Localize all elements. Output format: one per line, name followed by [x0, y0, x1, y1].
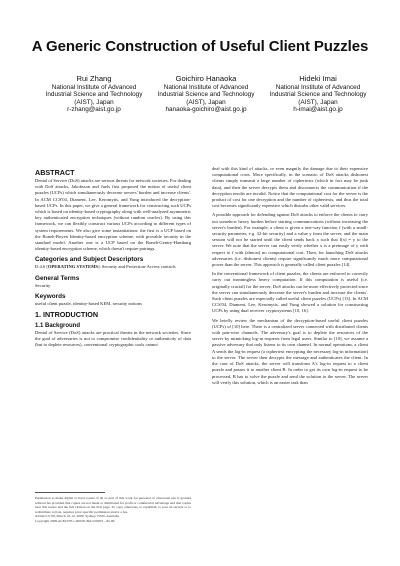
author-3 [264, 74, 372, 114]
author-name: Goichiro Hanaoka [175, 74, 237, 83]
footnote-rule [35, 492, 105, 493]
body-paragraph: We briefly review the mechanism of the decryption-based useful client puzzles (UCPs) of [10] here. There is a centralized server connected with distributed clients with pair-wise channels. The adversary's goal is to deplete the resources of the server by mimicking log-in requests from legal users. Similar to [10], we assume a passive adversary that only listens to its own channel. In normal operations, a client A sends the log-in request (a ciphertext encrypting the necessary log-in information) to the server. The server then decrypts the message and authenticates the client. In the case of DoS attacks, the server will transform A's log-in request to a client puzzle and passes it to another client B. In order to get its own log-in request to be processed, B has to solve the puzzle and send the solution to the server. The server will verify this solution, which is an easier task than [212, 317, 368, 385]
author-email: hanaoka-goichiro@aist.go.jp [165, 106, 247, 114]
author-name: Rui Zhang [76, 74, 112, 83]
author-email: h-imai@aist.go.jp [293, 106, 343, 114]
general-terms-text: Security [35, 282, 51, 288]
keywords-heading: Keywords [35, 292, 66, 300]
categories-code: D.4.6 [ [35, 264, 48, 270]
paper-title: A Generic Construction of Useful Client Puzzles [31, 38, 369, 55]
copyright-line: Copyright 2009 ACM 978-1-60558-394-5/09/03 ...$5.00. [35, 518, 116, 523]
background-heading: 1.1 Background [35, 323, 81, 330]
keywords-text: useful client puzzle, identity-based KEM, security notions [35, 300, 142, 306]
author-name: Hideki Imai [299, 74, 337, 83]
categories-rest: ]: Security and Protection-Access controls [97, 264, 176, 270]
body-paragraph: In the conventional framework of client puzzles, the clients are enforced to correctly carry out meaningless heavy computation. If this computation is useful (i.e. originally crucial) for the server, DoS attacks can be more effectively protected since the server can simultaneously decrease the server's burden and increase the clients'. Such client puzzles are especially called useful client puzzles (UCPs) [13]. In ACM CCS'04, Diament, Lee, Keromytis, and Yung showed a solution for constructing UCPs by using dual receiver cryptosystems [10, 16]. [212, 271, 368, 314]
abstract-heading: ABSTRACT [35, 168, 75, 177]
author-block [40, 74, 372, 114]
categories-text [35, 264, 191, 270]
intro-heading: 1. INTRODUCTION [35, 310, 99, 320]
permission-text: Permission to make digital or hard copies of all or part of this work for personal or classroom use is granted without fee provided that copies are not made or distributed for profit or commercial advantage and that copies bear this notice and the full citation on the first page. To copy otherwise, to republish, to post on servers or to redistribute to lists, requires prior specific permission and/or a fee. [35, 496, 191, 514]
intro-text: Denial of Service (DoS) attacks are practical threats in the network societies. Since the goal of adversaries is not to compromise confidentiality or authenticity of data (but to deplete resources), conventional cryptographic tools cannot [35, 330, 191, 348]
author-2 [152, 74, 260, 114]
categories-bold: OPERATING SYSTEMS [47, 264, 98, 270]
conference-line: ASIACCS '09, March 10-12, 2009, Sydney, NSW, Australia [35, 514, 120, 519]
body-paragraph: deal with this kind of attacks, or even magnify the damage due to their expensive computational costs. More specifically, in the scenario of DoS attacks dishonest clients simply transmit a large number of ciphertexts (which in fact may be junk data), and then the server decrypts them and disconnects the communication if the decryption results are invalid. Notice that the computational cost for the server is the product of cost for one decryption and the number of ciphertexts, and thus the total cost becomes significantly expensive which disturbs other valid services. [212, 166, 368, 209]
abstract-text: Denial of Service (DoS) attacks are serious threats for network societies. For dealing with DoS attacks, Jakobsson and Juels first proposed the notion of useful client puzzles (UCPs) which simultaneously decrease servers' burden and increase clients'. In ACM CCS'04, Diament, Lee, Keromytis, and Yung introduced the decryption-based UCPs. In this paper, we give a general framework for constructing such UCPs which is based on identity-based cryptography along with well-analyzed asymmetric key authenticated encryption techniques (without random oracles). By using this framework, we can flexibly construct various UCPs according to different types of system requirements. We also give some instantiations: the first is a UCP based on the Boneh-Boyen Identity-based encryption scheme, with provable security in the standard model. Another one is a UCP based on the Boneh-Gentry-Hamburg identity-based encryption scheme, which doesn't require pairings. [35, 178, 191, 252]
right-column [212, 166, 368, 389]
general-terms-heading: General Terms [35, 274, 80, 282]
body-paragraph: A possible approach for defending against DoS attacks to enforce the clients to carry out somehow heavy burden before starting communications (without increasing the server's burden). For example, a client is given a one-way function f (with a small-security parameter, e.g. 32-bit security) and a value y from the server, and the main session will not be started until the client sends back x such that f(x) = y to the server. We note that the server can easily verify whether x is a preimage of y with respect to f with (almost) no computational cost. Then, for launching DoS attacks adversaries (i.e. dishonest clients) require significantly much more computational power than the server. This approach is generally called client puzzles [14]. [212, 212, 368, 268]
author-email: r-zhang@aist.go.jp [67, 106, 121, 114]
author-1 [40, 74, 148, 114]
categories-heading: Categories and Subject Descriptors [35, 256, 144, 264]
permission-footnote [35, 496, 191, 524]
author-affiliation: National Institute of Advanced Industrial Science and Technology (AIST), Japan [157, 84, 255, 106]
author-affiliation: National Institute of Advanced Industrial Science and Technology (AIST), Japan [269, 84, 367, 106]
left-column [35, 166, 191, 352]
author-affiliation: National Institute of Advanced Industrial Science and Technology (AIST), Japan [45, 84, 143, 106]
